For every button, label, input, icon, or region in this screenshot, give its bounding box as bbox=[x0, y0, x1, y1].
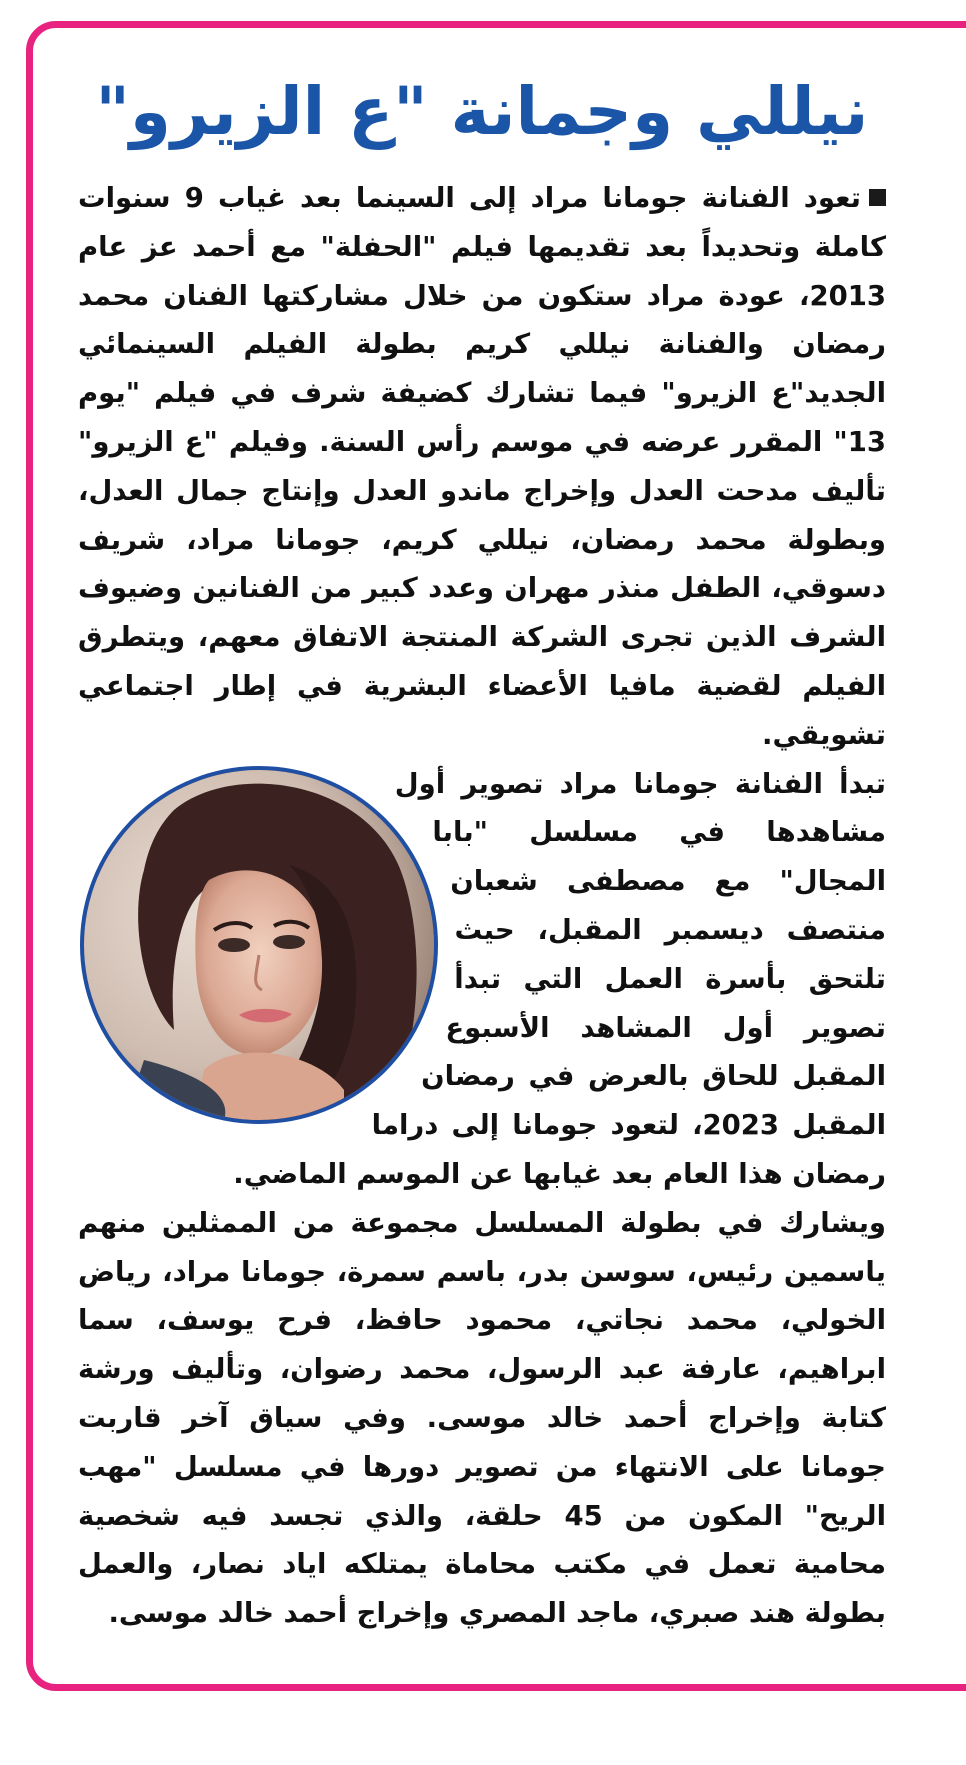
article-paragraph-3: ويشارك في بطولة المسلسل مجموعة من الممثلين منهم ياسمين رئيس، سوسن بدر، باسم سمرة، جومانا مراد، رياض الخولي، محمد نجاتي، محمود حافظ، فرح يوسف، سما ابراهيم، عارفة عبد الرسول، محمد رضوان، وتأليف ورشة كتابة وإخراج أحمد خالد موسى. وفي سياق آخر قاربت جومانا على الانتهاء من تصوير دورها في مسلسل "مهب الريح" المكون من 45 حلقة، والذي تجسد فيه شخصية محامية تعمل في مكتب محاماة يمتلكه اياد نصار، والعمل بطولة هند صبري، ماجد المصري وإخراج أحمد خالد موسى. bbox=[78, 1206, 886, 1630]
paragraph-1-text: تعود الفنانة جومانا مراد إلى السينما بعد غياب 9 سنوات كاملة وتحديداً بعد تقديمها فيلم "الحفلة" مع أحمد عز عام 2013، عودة مراد ستكون من خلال مشاركتها الفنان محمد رمضان والفنانة نيللي كريم بطولة الفيلم السينمائي الجديد"ع الزيرو" فيما تشارك كضيفة شرف في فيلم "يوم 13" المقرر عرضه في موسم رأس السنة. وفيلم "ع الزيرو" تأليف مدحت العدل وإخراج ماندو العدل وإنتاج جمال العدل، وبطولة محمد رمضان، نيللي كريم، جومانا مراد، شريف دسوقي، الطفل منذر مهران وعدد كبير من الفنانين وضيوف الشرف الذين تجرى الشركة المنتجة الاتفاق معهم، ويتطرق الفيلم لقضية مافيا الأعضاء البشرية في إطار اجتماعي تشويقي. bbox=[78, 182, 886, 751]
article-headline: نيللي وجمانة "ع الزيرو" bbox=[95, 73, 869, 150]
article-content bbox=[78, 60, 886, 1638]
portrait-photo-wrapper bbox=[78, 766, 438, 1126]
black-square-bullet-icon bbox=[869, 189, 886, 206]
portrait-illustration bbox=[84, 770, 434, 1120]
article-paragraph-1 bbox=[78, 174, 886, 760]
portrait-photo bbox=[80, 766, 438, 1124]
article-paragraph-2: تبدأ الفنانة جومانا مراد تصوير أول مشاهدها في مسلسل "بابا المجال" مع مصطفى شعبان منتصف ديسمبر المقبل، حيث تلتحق بأسرة العمل التي تبدأ تصوير أول المشاهد الأسبوع المقبل للحاق بالعرض في رمضان المقبل 2023، لتعود جومانا إلى دراما رمضان هذا العام بعد غيابها عن الموسم الماضي. bbox=[233, 767, 886, 1190]
